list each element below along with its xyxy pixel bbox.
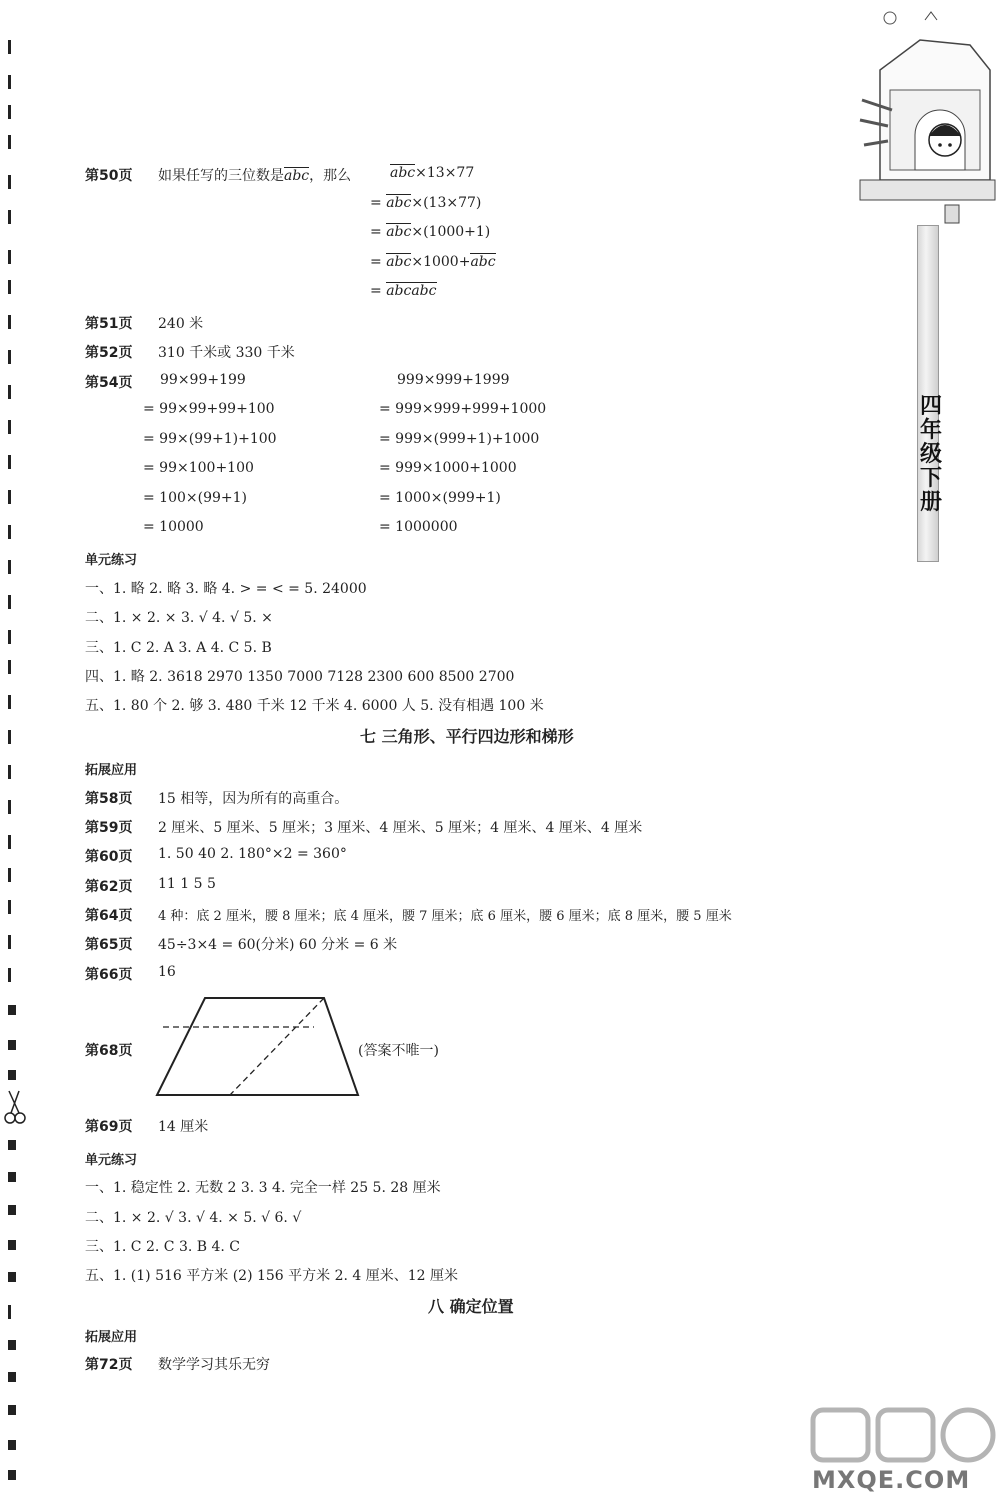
ext1-title: 拓展应用 (85, 763, 138, 778)
p52-label: 第52页 (85, 345, 133, 361)
ext1-text-1: 2 厘米、5 厘米、5 厘米；3 厘米、4 厘米、5 厘米；4 厘米、4 厘米、4 厘米 (158, 820, 643, 836)
p54-right-1: = 999×999+999+1000 (379, 401, 547, 417)
ext1-label-4: 第64页 (85, 908, 133, 924)
p50-abcabc: abcabc (386, 283, 437, 299)
ext1-label-3: 第62页 (85, 879, 133, 895)
ext1-text-3: 11 1 5 5 (158, 876, 216, 892)
ext1-text-0: 15 相等，因为所有的高重合。 (158, 791, 349, 807)
cartoon-illustration (850, 0, 1000, 240)
p50-intro-text: 如果任写的三位数是 (158, 168, 284, 184)
p50-l4-eq: = (370, 254, 382, 270)
p54-left-1: = 99×99+99+100 (143, 401, 275, 417)
ext2-text-0: 数学学习其乐无穷 (158, 1357, 270, 1373)
scissors-icon (2, 1088, 26, 1128)
p54-right-0: 999×999+1999 (397, 372, 510, 388)
p54-left-5: = 10000 (143, 519, 204, 535)
trapezoid-outline (157, 998, 358, 1095)
unit1-row-2: 三、1. C 2. A 3. A 4. C 5. B (85, 640, 272, 656)
p50-then: ，那么 (309, 168, 352, 184)
unit1-row-0: 一、1. 略 2. 略 3. 略 4. > = < = 5. 24000 (85, 581, 367, 597)
p54-left-3: = 99×100+100 (143, 460, 254, 476)
ext1-label-0: 第58页 (85, 791, 133, 807)
p50-l3-abc: abc (386, 224, 412, 240)
p50-line2 (370, 195, 481, 211)
p68-note: (答案不唯一) (358, 1043, 439, 1059)
dashed-diagonal (230, 998, 324, 1095)
p50-abc: abc (284, 168, 310, 184)
p54-right-2: = 999×(999+1)+1000 (379, 431, 540, 447)
p50-line4 (370, 254, 496, 270)
p50-l4-abc2: abc (470, 254, 496, 270)
unit2-row-1: 二、1. × 2. √ 3. √ 4. × 5. √ 6. √ (85, 1210, 302, 1226)
p51-text: 240 米 (158, 316, 204, 332)
unit2-title: 单元练习 (85, 1153, 138, 1168)
ext1-label-2: 第60页 (85, 849, 133, 865)
p50-l1-tail: ×13×77 (415, 165, 475, 181)
p54-right-3: = 999×1000+1000 (379, 460, 517, 476)
p54-left-2: = 99×(99+1)+100 (143, 431, 277, 447)
unit1-title: 单元练习 (85, 553, 138, 568)
p54-label: 第54页 (85, 375, 133, 391)
ext2-label-0: 第72页 (85, 1357, 133, 1373)
p50-l2-tail: ×(13×77) (411, 195, 482, 211)
p50-label: 第50页 (85, 168, 133, 184)
p50-line5 (370, 283, 437, 299)
p50-l3-tail: ×(1000+1) (411, 224, 491, 240)
p52-text: 310 千米或 330 千米 (158, 345, 295, 361)
p54-right-4: = 1000×(999+1) (379, 490, 501, 506)
unit2-row-3: 五、1. (1) 516 平方米 (2) 156 平方米 2. 4 厘米、12 厘米 (85, 1268, 459, 1284)
unit1-row-4: 五、1. 80 个 2. 够 3. 480 千米 12 千米 4. 6000 人 5. 没有相遇 100 米 (85, 698, 544, 714)
watermark-text: MXQE.COM (812, 1466, 971, 1494)
ext1-text-4: 4 种：底 2 厘米，腰 8 厘米；底 4 厘米，腰 7 厘米；底 6 厘米，腰 6 厘米；底 8 厘米，腰 5 厘米 (158, 909, 732, 924)
p50-l2-eq: = (370, 195, 382, 211)
unit2-row-2: 三、1. C 2. C 3. B 4. C (85, 1239, 241, 1255)
ext1-label-1: 第59页 (85, 820, 133, 836)
p50-l4-mid: ×1000+ (411, 254, 471, 270)
p50-line3 (370, 224, 490, 240)
chapter7-title: 七 三角形、平行四边形和梯形 (360, 727, 574, 746)
trapezoid-figure (150, 990, 365, 1102)
p50-l3-eq: = (370, 224, 382, 240)
p50-l5-eq: = (370, 283, 382, 299)
p50-l4-abc1: abc (386, 254, 412, 270)
p54-left-4: = 100×(99+1) (143, 490, 248, 506)
ext1-label-5: 第65页 (85, 937, 133, 953)
p50-l2-abc: abc (386, 195, 412, 211)
ext2-title: 拓展应用 (85, 1330, 138, 1345)
ext1-text-2: 1. 50 40 2. 180°×2 = 360° (158, 846, 347, 862)
p54-left-0: 99×99+199 (160, 372, 246, 388)
chapter8-title: 八 确定位置 (428, 1297, 514, 1316)
p54-right-5: = 1000000 (379, 519, 458, 535)
unit1-row-3: 四、1. 略 2. 3618 2970 1350 7000 7128 2300 600 8500 2700 (85, 669, 515, 685)
ext1-text-6: 16 (158, 964, 176, 980)
p69-label: 第69页 (85, 1119, 133, 1135)
p50-intro (158, 165, 351, 185)
p50-line1 (390, 165, 474, 181)
p51-label: 第51页 (85, 316, 133, 332)
ext1-label-6: 第66页 (85, 967, 133, 983)
unit1-row-1: 二、1. × 2. × 3. √ 4. √ 5. × (85, 610, 273, 626)
unit2-row-0: 一、1. 稳定性 2. 无数 2 3. 3 4. 完全一样 25 5. 28 厘米 (85, 1180, 441, 1196)
p50-l1-abc: abc (390, 165, 416, 181)
side-title: 四年级下册 (919, 394, 942, 515)
ext1-text-5: 45÷3×4 = 60(分米) 60 分米 = 6 米 (158, 937, 398, 953)
p69-text: 14 厘米 (158, 1119, 209, 1135)
p68-label: 第68页 (85, 1043, 133, 1059)
